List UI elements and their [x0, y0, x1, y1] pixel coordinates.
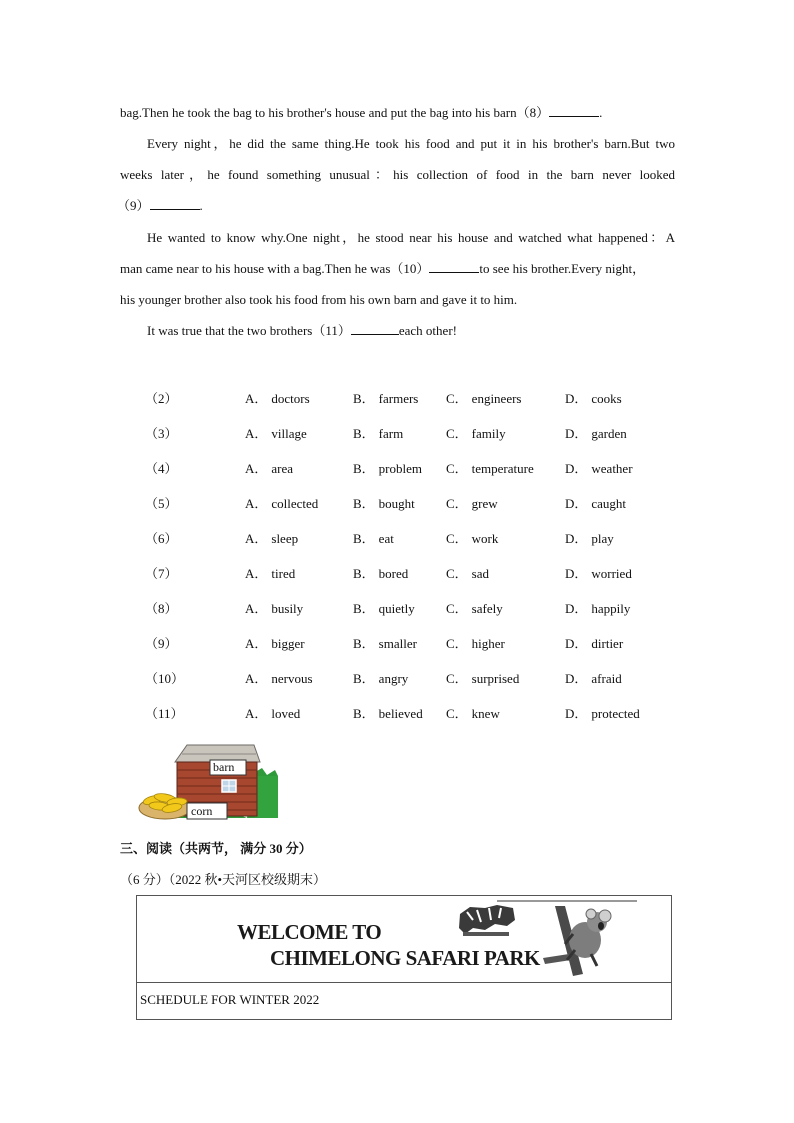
option-row	[145, 485, 675, 520]
options-table	[145, 380, 675, 730]
option-text: sad	[471, 566, 490, 581]
option-letter: A．	[245, 461, 268, 476]
option-d	[565, 520, 675, 555]
option-text: sleep	[271, 531, 299, 546]
option-letter: B．	[353, 636, 375, 651]
option-letter: B．	[353, 566, 375, 581]
option-letter: C．	[446, 391, 468, 406]
option-letter: B．	[353, 391, 375, 406]
option-letter: B．	[353, 601, 375, 616]
option-letter: D．	[565, 461, 588, 476]
question-number: （7）	[145, 566, 178, 581]
option-c	[446, 415, 565, 450]
option-letter: B．	[353, 531, 375, 546]
option-row	[145, 590, 675, 625]
option-c	[446, 485, 565, 520]
option-text: eat	[378, 531, 394, 546]
option-a	[245, 625, 353, 660]
passage-p3-line3: his younger brother also took his food from his own barn and gave it to him.	[120, 292, 518, 307]
option-row	[145, 660, 675, 695]
option-a	[245, 695, 353, 730]
option-d	[565, 415, 675, 450]
option-letter: C．	[446, 566, 468, 581]
option-row	[145, 695, 675, 730]
option-text: garden	[591, 426, 627, 441]
option-text: angry	[378, 671, 409, 686]
option-text: bought	[378, 496, 415, 511]
option-text: doctors	[271, 391, 310, 406]
option-row	[145, 380, 675, 415]
option-a	[245, 450, 353, 485]
question-number: （4）	[145, 461, 178, 476]
option-letter: D．	[565, 391, 588, 406]
option-text: safely	[471, 601, 503, 616]
option-text: grew	[471, 496, 498, 511]
option-letter: A．	[245, 566, 268, 581]
question-number: （10）	[145, 671, 185, 686]
option-text: afraid	[591, 671, 622, 686]
option-text: village	[271, 426, 307, 441]
option-letter: A．	[245, 531, 268, 546]
blank-8	[549, 103, 599, 117]
option-letter: A．	[245, 706, 268, 721]
option-text: play	[591, 531, 614, 546]
option-letter: B．	[353, 706, 375, 721]
corn-label: corn	[191, 804, 213, 818]
option-b	[353, 695, 446, 730]
option-letter: C．	[446, 706, 468, 721]
option-text: weather	[591, 461, 633, 476]
schedule-title: SCHEDULE FOR WINTER 2022	[140, 992, 320, 1007]
option-letter: A．	[245, 391, 268, 406]
option-letter: B．	[353, 461, 375, 476]
option-text: dirtier	[591, 636, 624, 651]
option-b	[353, 380, 446, 415]
question-number: （8）	[145, 601, 178, 616]
option-text: busily	[271, 601, 304, 616]
option-d	[565, 485, 675, 520]
option-b	[353, 485, 446, 520]
option-d	[565, 380, 675, 415]
option-b	[353, 520, 446, 555]
option-letter: A．	[245, 671, 268, 686]
option-d	[565, 450, 675, 485]
option-letter: A．	[245, 601, 268, 616]
option-row	[145, 520, 675, 555]
option-a	[245, 485, 353, 520]
question-number: （2）	[145, 391, 178, 406]
option-letter: C．	[446, 531, 468, 546]
option-b	[353, 590, 446, 625]
option-row	[145, 450, 675, 485]
option-text: cooks	[591, 391, 622, 406]
option-letter: C．	[446, 496, 468, 511]
option-row	[145, 625, 675, 660]
option-text: protected	[591, 706, 640, 721]
option-text: surprised	[471, 671, 520, 686]
passage-p2-line1: Every night，he did the same thing.He took his food and put it in his brother's barn.But two	[147, 136, 675, 151]
option-text: tired	[271, 566, 296, 581]
option-letter: C．	[446, 636, 468, 651]
option-text: knew	[471, 706, 500, 721]
option-letter: D．	[565, 671, 588, 686]
koala-icon	[535, 904, 625, 980]
option-c	[446, 520, 565, 555]
tiger-icon	[455, 902, 520, 942]
option-row	[145, 415, 675, 450]
option-letter: C．	[446, 426, 468, 441]
option-text: caught	[591, 496, 627, 511]
park-header	[137, 896, 671, 983]
option-b	[353, 660, 446, 695]
option-a	[245, 415, 353, 450]
option-c	[446, 450, 565, 485]
blank-11	[351, 321, 399, 335]
option-letter: B．	[353, 496, 375, 511]
option-text: work	[471, 531, 499, 546]
welcome-line-1: WELCOME TO	[237, 920, 382, 944]
barn-corn-illustration	[137, 740, 282, 824]
option-a	[245, 520, 353, 555]
passage-p3-line1: He wanted to know why.One night，he stood near his house and watched what happened：A	[147, 230, 675, 245]
option-c	[446, 660, 565, 695]
option-text: temperature	[471, 461, 534, 476]
passage-line-8: bag.Then he took the bag to his brother's house and put the bag into his barn（8） .	[120, 105, 603, 120]
option-text: smaller	[378, 636, 417, 651]
question-number: （5）	[145, 496, 178, 511]
option-text: loved	[271, 706, 301, 721]
option-letter: D．	[565, 426, 588, 441]
option-letter: C．	[446, 461, 468, 476]
option-text: family	[471, 426, 506, 441]
option-letter: D．	[565, 601, 588, 616]
option-letter: A．	[245, 426, 268, 441]
section-title: 三、阅读（共两节， 满分 30 分）	[120, 841, 312, 856]
welcome-line-2: CHIMELONG SAFARI PARK	[270, 946, 540, 970]
option-a	[245, 380, 353, 415]
park-schedule-box	[136, 895, 672, 1020]
question-source: （6 分）（2022 秋•天河区校级期末）	[120, 872, 327, 887]
option-letter: D．	[565, 496, 588, 511]
option-text: quietly	[378, 601, 415, 616]
option-b	[353, 415, 446, 450]
option-a	[245, 660, 353, 695]
option-letter: B．	[353, 671, 375, 686]
option-text: engineers	[471, 391, 522, 406]
option-letter: D．	[565, 531, 588, 546]
option-text: higher	[471, 636, 505, 651]
option-d	[565, 625, 675, 660]
question-number: （6）	[145, 531, 178, 546]
option-a	[245, 590, 353, 625]
option-c	[446, 695, 565, 730]
option-text: bigger	[271, 636, 305, 651]
passage-p3-line2: man came near to his house with a bag.Then he was（10） to see his brother.Every night，	[120, 261, 646, 276]
option-letter: C．	[446, 601, 468, 616]
option-row	[145, 555, 675, 590]
passage-p2-line2: weeks later，he found something unusual：his collection of food in the barn never looked	[120, 167, 675, 182]
option-c	[446, 625, 565, 660]
passage-p2-line3: （9） .	[117, 198, 203, 213]
option-b	[353, 625, 446, 660]
option-letter: A．	[245, 636, 268, 651]
blank-10	[429, 259, 479, 273]
option-letter: B．	[353, 426, 375, 441]
option-text: happily	[591, 601, 631, 616]
option-letter: D．	[565, 566, 588, 581]
option-d	[565, 660, 675, 695]
passage-p4: It was true that the two brothers（11） each other!	[147, 323, 457, 338]
option-c	[446, 380, 565, 415]
option-a	[245, 555, 353, 590]
option-letter: A．	[245, 496, 268, 511]
option-text: nervous	[271, 671, 313, 686]
option-c	[446, 555, 565, 590]
question-number: （11）	[145, 706, 184, 721]
option-d	[565, 590, 675, 625]
option-text: collected	[271, 496, 319, 511]
option-text: bored	[378, 566, 409, 581]
option-letter: D．	[565, 706, 588, 721]
option-b	[353, 450, 446, 485]
option-text: problem	[378, 461, 422, 476]
barn-label: barn	[213, 760, 235, 774]
option-text: worried	[591, 566, 632, 581]
option-text: farmers	[378, 391, 419, 406]
option-d	[565, 555, 675, 590]
option-b	[353, 555, 446, 590]
question-number: （9）	[145, 636, 178, 651]
question-number: （3）	[145, 426, 178, 441]
option-d	[565, 695, 675, 730]
option-text: area	[271, 461, 294, 476]
option-letter: C．	[446, 671, 468, 686]
option-c	[446, 590, 565, 625]
option-text: farm	[378, 426, 404, 441]
option-text: believed	[378, 706, 423, 721]
blank-9	[150, 196, 200, 210]
option-letter: D．	[565, 636, 588, 651]
